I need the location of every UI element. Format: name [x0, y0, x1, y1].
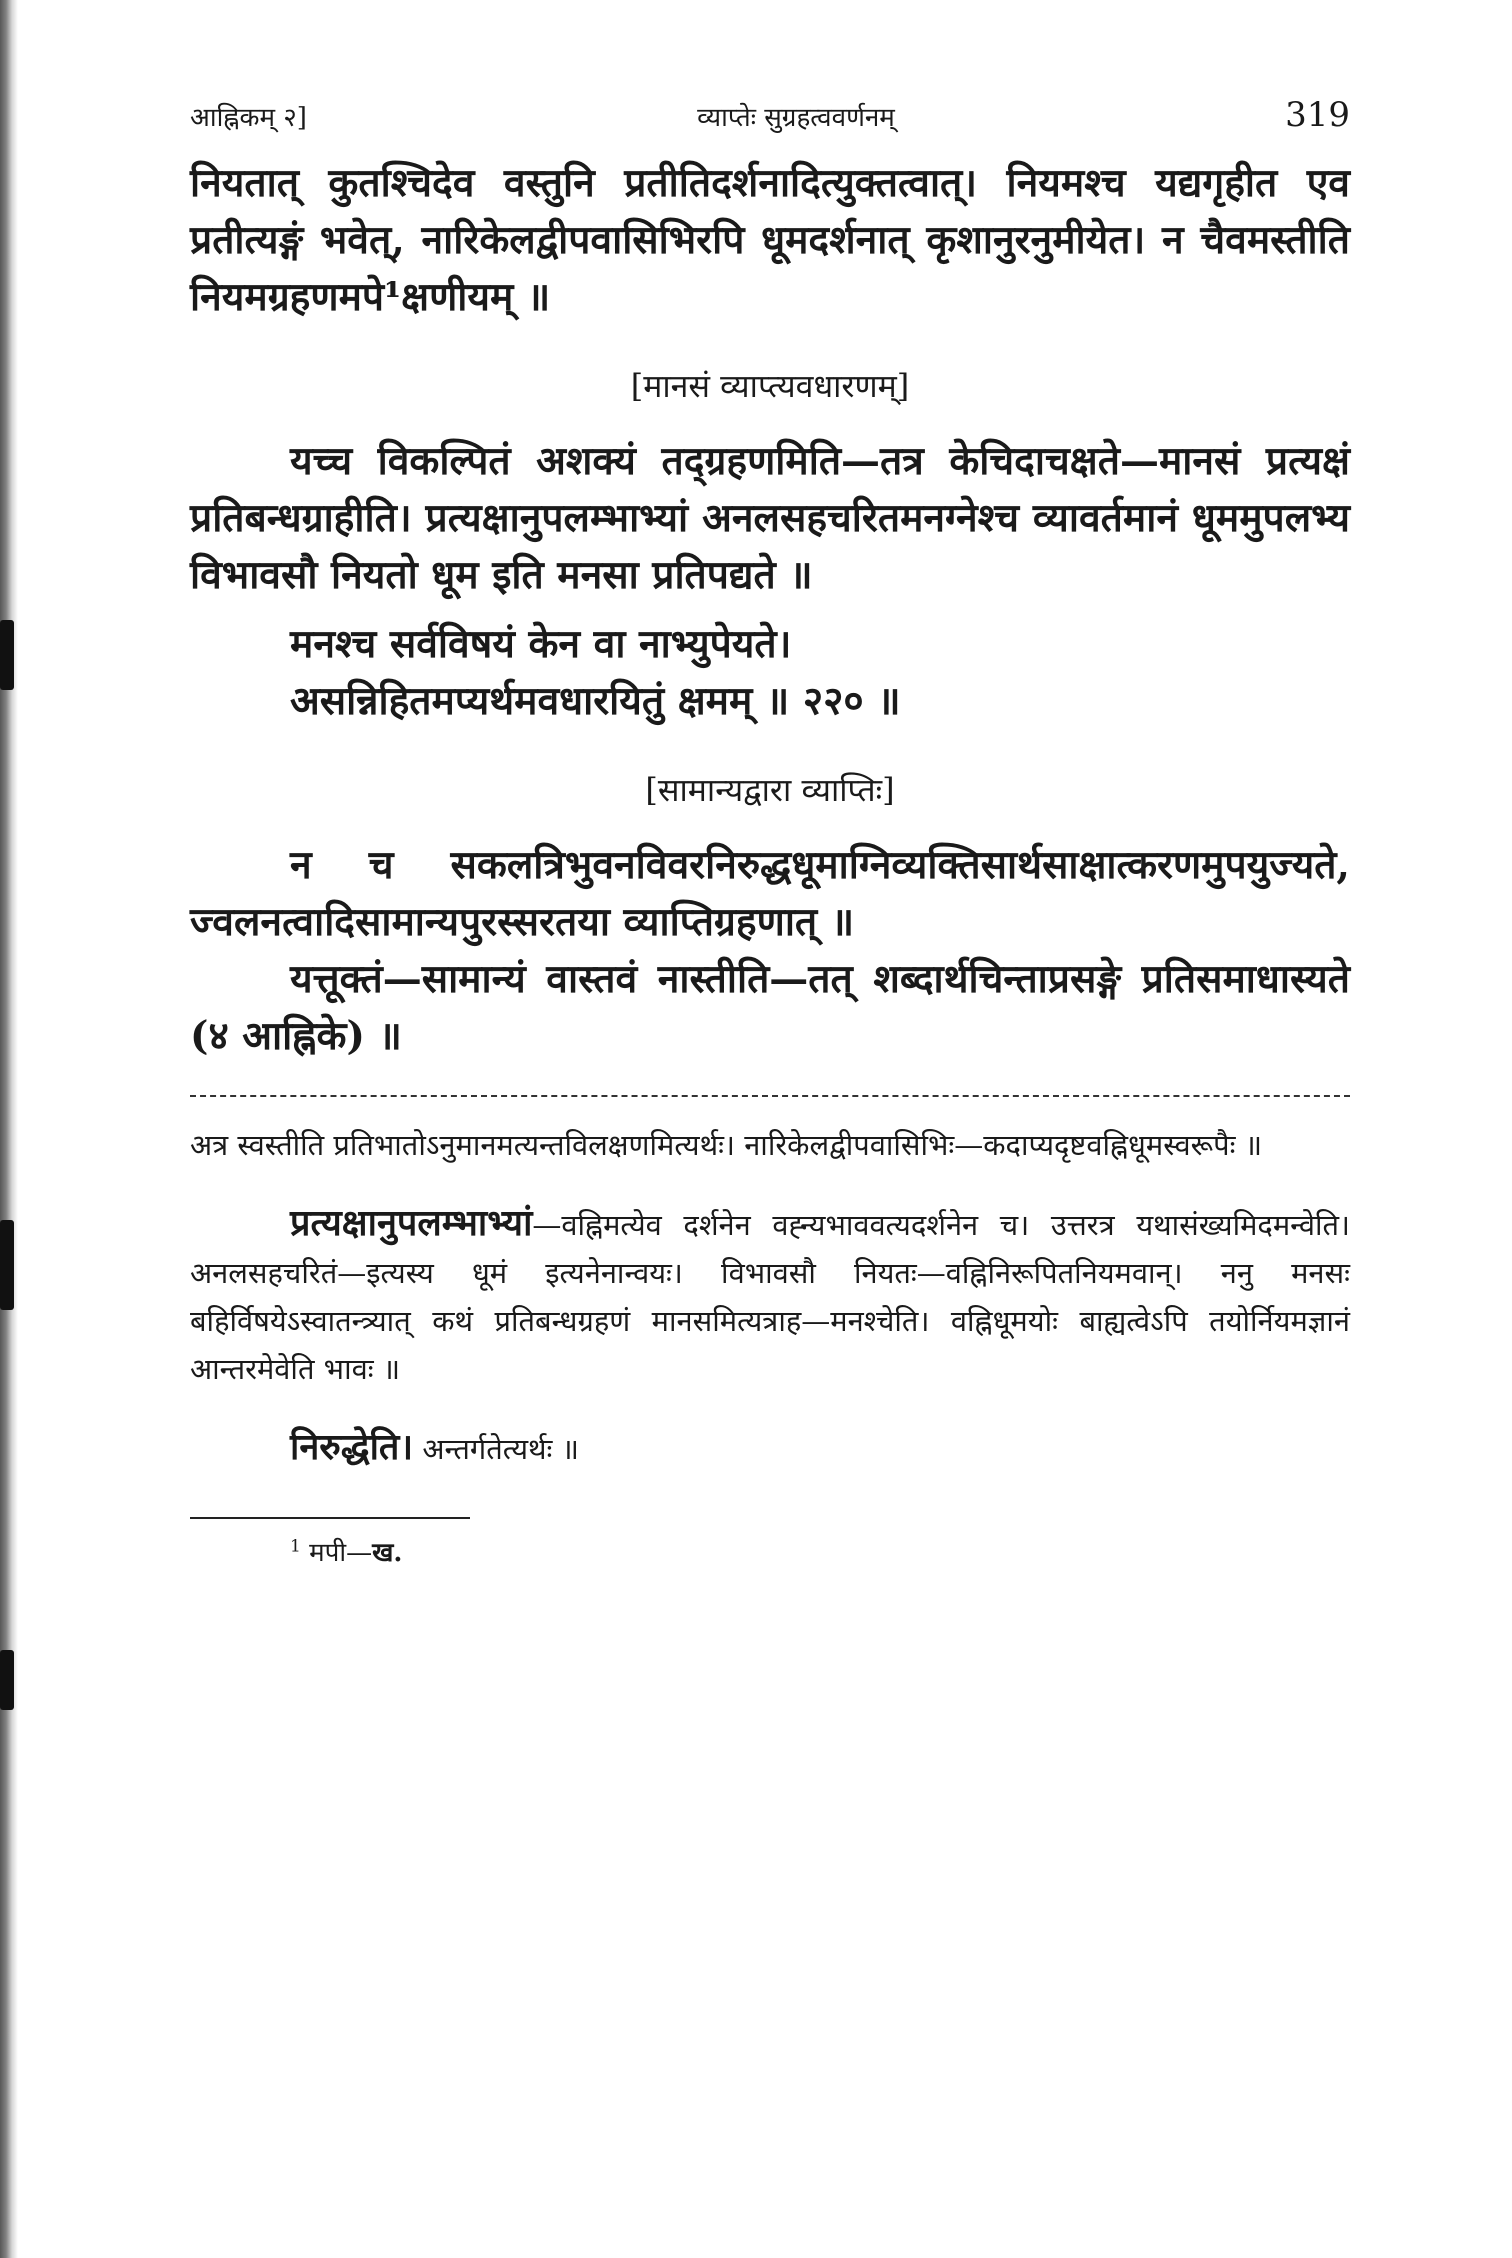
verse-line-1: मनश्च सर्वविषयं केन वा नाभ्युपेयते।: [290, 621, 792, 667]
commentary-paragraph-2: [190, 1199, 1350, 1393]
section-heading-manasa: [मानसं व्याप्त्यवधारणम्]: [630, 367, 910, 405]
footnote-source: ख.: [372, 1538, 403, 1568]
footnote-marker: 1: [290, 1536, 301, 1557]
footnote-text: मपी—: [309, 1538, 373, 1568]
running-header: [190, 95, 1350, 155]
scan-edge-mark: [0, 620, 14, 690]
footnote-rule: [190, 1517, 470, 1519]
section-heading-samanya: [सामान्यद्वारा व्याप्तिः]: [645, 771, 895, 809]
main-paragraph-3: न च सकलत्रिभुवनविवरनिरुद्धधूमाग्निव्यक्तिसार्थसाक्षात्करणमुपयुज्यते, ज्वलनत्वादिसामान्यपुरस्सरतया व्याप्तिग्रहणात् ॥: [190, 842, 1350, 945]
commentary-paragraph-1: अत्र स्वस्तीति प्रतिभातोऽनुमानमत्यन्तविलक्षणमित्यर्थः। नारिकेलद्वीपवासिभिः—कदाप्यदृष्टवह्निधूमस्वरूपैः ॥: [190, 1128, 1263, 1162]
commentary-lemma: निरुद्धेति।: [290, 1426, 414, 1468]
scan-edge-mark: [0, 1650, 14, 1710]
header-chapter: आह्निकम् २]: [190, 103, 307, 133]
scan-edge-mark: [0, 1220, 14, 1310]
main-paragraph-4: यत्तूक्तं—सामान्यं वास्तवं नास्तीति—तत् शब्दार्थचिन्ताप्रसङ्गे प्रतिसमाधास्यते (४ आह्निके) ॥: [190, 956, 1350, 1059]
verse-line-2: असन्निहितमप्यर्थमवधारयितुं क्षमम् ॥ २२० ॥: [290, 678, 901, 724]
main-paragraph-2: यच्च विकल्पितं अशक्यं तद्ग्रहणमिति—तत्र केचिदाचक्षते—मानसं प्रत्यक्षं प्रतिबन्धग्राहीति। प्रत्यक्षानुपलम्भाभ्यां अनलसहचरितमनग्नेश्च व्यावर्तमानं धूममुपलभ्य विभावसौ नियतो धूम इति मनसा प्रतिपद्यते ॥: [190, 438, 1350, 598]
commentary-paragraph-3: [190, 1423, 1350, 1473]
main-paragraph-1: नियतात् कुतश्चिदेव वस्तुनि प्रतीतिदर्शनादित्युक्तत्वात्। नियमश्च यद्यगृहीत एव प्रतीत्यङ्गं भवेत्, नारिकेलद्वीपवासिभिरपि धूमदर्शनात् कृशानुरनुमीयेत। न चैवमस्तीति नियमग्रहणमपे¹क्षणीयम् ॥: [190, 160, 1350, 320]
commentary-text: —वह्निमत्येव दर्शनेन वह्न्यभाववत्यदर्शनेन च। उत्तरत्र यथासंख्यमिदमन्वेति। अनलसहचरितं—इत्यस्य धूमं इत्यनेनान्वयः। विभावसौ नियतः—वह्निनिरूपितनियमवान्। ननु मनसः बहिर्विषयेऽस्वातन्त्र्यात् कथं प्रतिबन्धग्रहणं मानसमित्यत्राह—मनश्चेति। वह्निधूमयोः बाह्यत्वेऽपि तयोर्नियमज्ञानं आन्तरमेवेति भावः ॥: [190, 1208, 1350, 1386]
footnote: [190, 1533, 1350, 1569]
scan-binding-edge: [0, 0, 18, 2258]
header-title: व्याप्तेः सुग्रहत्ववर्णनम्: [697, 103, 895, 133]
book-page: [190, 95, 1350, 1569]
commentary-text: अन्तर्गतेत्यर्थः ॥: [422, 1432, 579, 1466]
commentary-lemma: प्रत्यक्षानुपलम्भाभ्यां: [290, 1202, 533, 1244]
page-number: 319: [1285, 95, 1350, 135]
commentary-divider: [190, 1095, 1350, 1097]
